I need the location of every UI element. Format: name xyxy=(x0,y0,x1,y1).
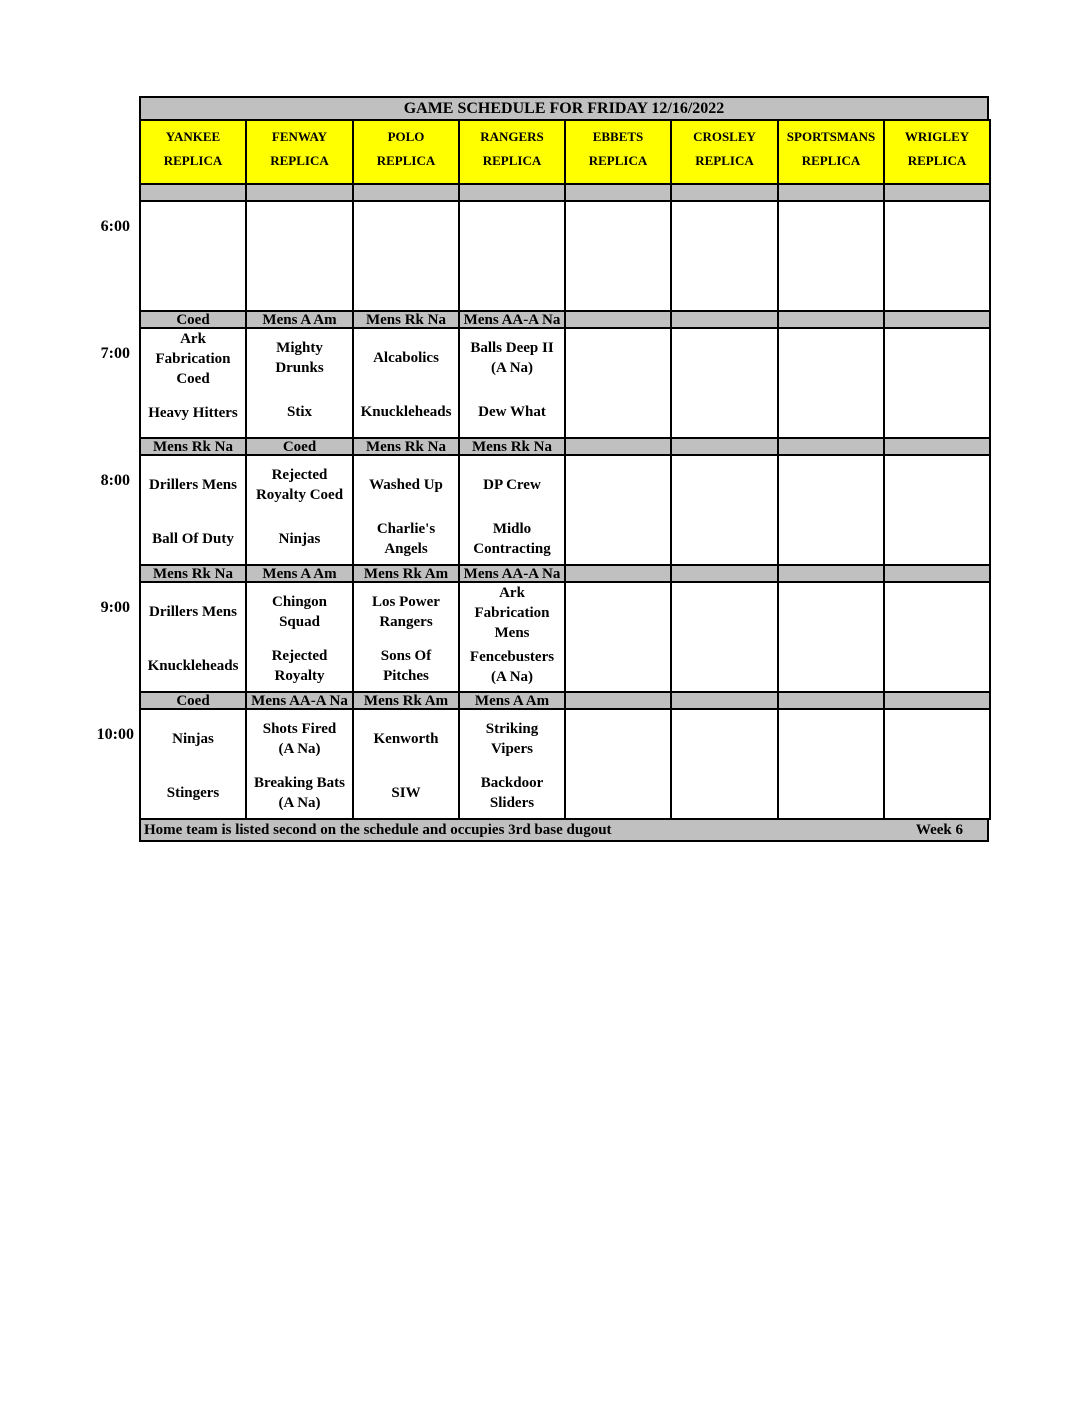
away-team xyxy=(566,456,670,515)
away-team: Washed Up xyxy=(369,477,443,494)
game-cell xyxy=(564,327,672,439)
away-team xyxy=(672,710,777,769)
field-name: YANKEE xyxy=(165,129,221,144)
game-cell xyxy=(245,454,354,566)
field-subtitle: REPLICA xyxy=(270,153,329,168)
home-team: Stingers xyxy=(166,785,220,802)
home-team xyxy=(566,261,670,310)
home-team: Fencebusters (A Na) xyxy=(469,649,555,685)
away-team: Balls Deep II (A Na) xyxy=(470,340,554,377)
home-team xyxy=(566,515,670,564)
home-team xyxy=(779,515,883,564)
game-cell xyxy=(352,200,460,312)
game-cell xyxy=(777,708,885,820)
footer-note: Home team is listed second on the schedule and occupies 3rd base dugout xyxy=(144,821,612,838)
home-team xyxy=(672,515,777,564)
game-cell xyxy=(458,581,566,693)
division-label: Mens Rk Na xyxy=(365,311,446,328)
away-team: Shots Fired (A Na) xyxy=(262,721,337,758)
game-cell xyxy=(883,581,991,693)
home-team xyxy=(566,769,670,818)
field-name: CROSLEY xyxy=(693,129,756,144)
division-label: Mens Rk Na xyxy=(152,438,233,455)
home-team: Heavy Hitters xyxy=(148,405,238,421)
away-team: Drillers Mens xyxy=(149,604,237,621)
home-team xyxy=(779,388,883,437)
away-team xyxy=(672,329,777,388)
field-name: WRIGLEY xyxy=(904,129,970,144)
home-team xyxy=(460,261,564,310)
field-header-wrigley xyxy=(883,119,991,185)
home-team xyxy=(247,261,352,310)
division-label: Coed xyxy=(282,438,317,455)
division-label: Mens A Am xyxy=(262,311,337,328)
away-team: Ninjas xyxy=(172,731,214,748)
away-team xyxy=(779,202,883,261)
away-team: Chingon Squad xyxy=(271,594,328,631)
away-team xyxy=(885,710,989,769)
home-team: Stix xyxy=(286,404,312,421)
away-team: Ark Fabrication Coed xyxy=(155,331,231,387)
away-team: Rejected Royalty Coed xyxy=(255,467,344,504)
game-cell xyxy=(564,200,672,312)
away-team xyxy=(779,329,883,388)
game-cell xyxy=(883,327,991,439)
division-label: Mens Rk Na xyxy=(471,438,552,455)
field-subtitle: REPLICA xyxy=(482,153,542,168)
time-slot-label: 8:00 xyxy=(100,472,130,489)
home-team xyxy=(885,769,989,818)
time-slot-label: 9:00 xyxy=(100,599,130,616)
game-cell xyxy=(458,327,566,439)
game-cell xyxy=(245,708,354,820)
home-team: Knuckleheads xyxy=(360,404,452,421)
division-label: Mens AA-A Na xyxy=(463,311,561,328)
home-team xyxy=(672,261,777,310)
away-team: Mighty Drunks xyxy=(275,340,324,377)
division-label: Mens AA-A Na xyxy=(463,565,561,582)
schedule-footer xyxy=(139,818,989,842)
home-team xyxy=(779,642,883,691)
home-team: Rejected Royalty xyxy=(271,648,328,685)
field-subtitle: REPLICA xyxy=(588,153,648,168)
home-team xyxy=(672,388,777,437)
away-team xyxy=(779,583,883,642)
away-team xyxy=(885,583,989,642)
away-team xyxy=(247,202,352,261)
game-cell xyxy=(883,454,991,566)
game-cell xyxy=(670,581,779,693)
game-cell xyxy=(564,708,672,820)
away-team xyxy=(460,202,564,261)
footer-week: Week 6 xyxy=(915,821,963,838)
home-team: Breaking Bats (A Na) xyxy=(254,775,345,812)
field-header-yankee xyxy=(139,119,247,185)
game-cell xyxy=(670,327,779,439)
home-team xyxy=(672,769,777,818)
away-team xyxy=(672,456,777,515)
home-team: Charlie's Angels xyxy=(376,521,436,558)
home-team xyxy=(566,388,670,437)
game-cell xyxy=(670,200,779,312)
division-label: Mens A Am xyxy=(262,565,337,582)
division-label: Mens Rk Am xyxy=(363,565,449,582)
away-team xyxy=(779,710,883,769)
field-name: RANGERS xyxy=(480,129,544,144)
away-team: Los Power Rangers xyxy=(372,594,440,631)
division-label: Mens Rk Na xyxy=(365,438,446,455)
home-team: Backdoor Sliders xyxy=(480,775,544,812)
home-team xyxy=(885,515,989,564)
game-cell xyxy=(670,708,779,820)
division-label: Mens AA-A Na xyxy=(251,692,348,709)
away-team xyxy=(779,456,883,515)
field-header-polo xyxy=(352,119,460,185)
game-cell xyxy=(139,327,247,439)
home-team xyxy=(885,261,989,310)
game-cell xyxy=(670,454,779,566)
field-header-crosley xyxy=(670,119,779,185)
game-cell xyxy=(458,200,566,312)
home-team: Ninjas xyxy=(278,531,321,548)
field-subtitle: REPLICA xyxy=(376,153,436,168)
game-cell xyxy=(564,454,672,566)
away-team xyxy=(141,202,245,261)
game-cell xyxy=(139,200,247,312)
game-cell xyxy=(139,708,247,820)
game-cell xyxy=(245,200,354,312)
away-team xyxy=(885,202,989,261)
game-cell xyxy=(352,581,460,693)
division-label: Mens A Am xyxy=(474,692,550,709)
division-label: Mens Rk Na xyxy=(152,565,233,582)
game-cell xyxy=(564,581,672,693)
game-cell xyxy=(883,200,991,312)
field-subtitle: REPLICA xyxy=(163,153,223,168)
home-team xyxy=(885,388,989,437)
time-slot-label: 6:00 xyxy=(100,218,130,235)
away-team xyxy=(566,329,670,388)
away-team xyxy=(566,583,670,642)
field-subtitle: REPLICA xyxy=(695,153,754,168)
away-team: Ark Fabrication Mens xyxy=(474,585,550,641)
game-cell xyxy=(139,454,247,566)
division-label: Coed xyxy=(176,311,210,328)
away-team: Drillers Mens xyxy=(149,477,237,494)
time-slot-label: 7:00 xyxy=(100,345,130,362)
game-cell xyxy=(777,327,885,439)
home-team xyxy=(779,769,883,818)
division-label: Mens Rk Am xyxy=(363,692,449,709)
game-cell xyxy=(139,581,247,693)
game-cell xyxy=(777,581,885,693)
game-cell xyxy=(458,454,566,566)
home-team xyxy=(779,261,883,310)
away-team: Kenworth xyxy=(373,731,439,748)
field-name: FENWAY xyxy=(271,129,328,144)
field-header-sportsmans xyxy=(777,119,885,185)
away-team: Alcabolics xyxy=(373,350,439,367)
game-cell xyxy=(458,708,566,820)
home-team: Ball Of Duty xyxy=(152,531,234,548)
home-team: Knuckleheads xyxy=(147,658,239,675)
away-team xyxy=(566,202,670,261)
home-team xyxy=(885,642,989,691)
time-slot-label: 10:00 xyxy=(96,726,134,743)
away-team xyxy=(672,583,777,642)
home-team xyxy=(566,642,670,691)
division-label: Coed xyxy=(176,692,210,709)
home-team: Sons Of Pitches xyxy=(380,648,432,685)
away-team xyxy=(354,202,458,261)
home-team: SIW xyxy=(391,785,421,802)
field-subtitle: REPLICA xyxy=(907,153,967,168)
game-cell xyxy=(777,454,885,566)
game-cell xyxy=(352,454,460,566)
game-cell xyxy=(352,708,460,820)
away-team xyxy=(566,710,670,769)
schedule-title: GAME SCHEDULE FOR FRIDAY 12/16/2022 xyxy=(139,96,989,121)
game-cell xyxy=(245,581,354,693)
field-subtitle: REPLICA xyxy=(801,153,861,168)
home-team xyxy=(672,642,777,691)
home-team xyxy=(354,261,458,310)
away-team xyxy=(885,329,989,388)
away-team: Striking Vipers xyxy=(485,721,539,758)
field-header-ebbets xyxy=(564,119,672,185)
field-header-fenway xyxy=(245,119,354,185)
field-name: POLO xyxy=(387,129,425,144)
game-cell xyxy=(352,327,460,439)
away-team xyxy=(672,202,777,261)
home-team: Dew What xyxy=(478,404,546,421)
home-team xyxy=(141,261,245,310)
field-header-rangers xyxy=(458,119,566,185)
game-cell xyxy=(245,327,354,439)
field-name: EBBETS xyxy=(592,129,644,144)
home-team: Midlo Contracting xyxy=(473,521,551,558)
game-cell xyxy=(883,708,991,820)
away-team: DP Crew xyxy=(483,477,541,494)
game-cell xyxy=(777,200,885,312)
field-name: SPORTSMANS xyxy=(786,129,876,144)
away-team xyxy=(885,456,989,515)
